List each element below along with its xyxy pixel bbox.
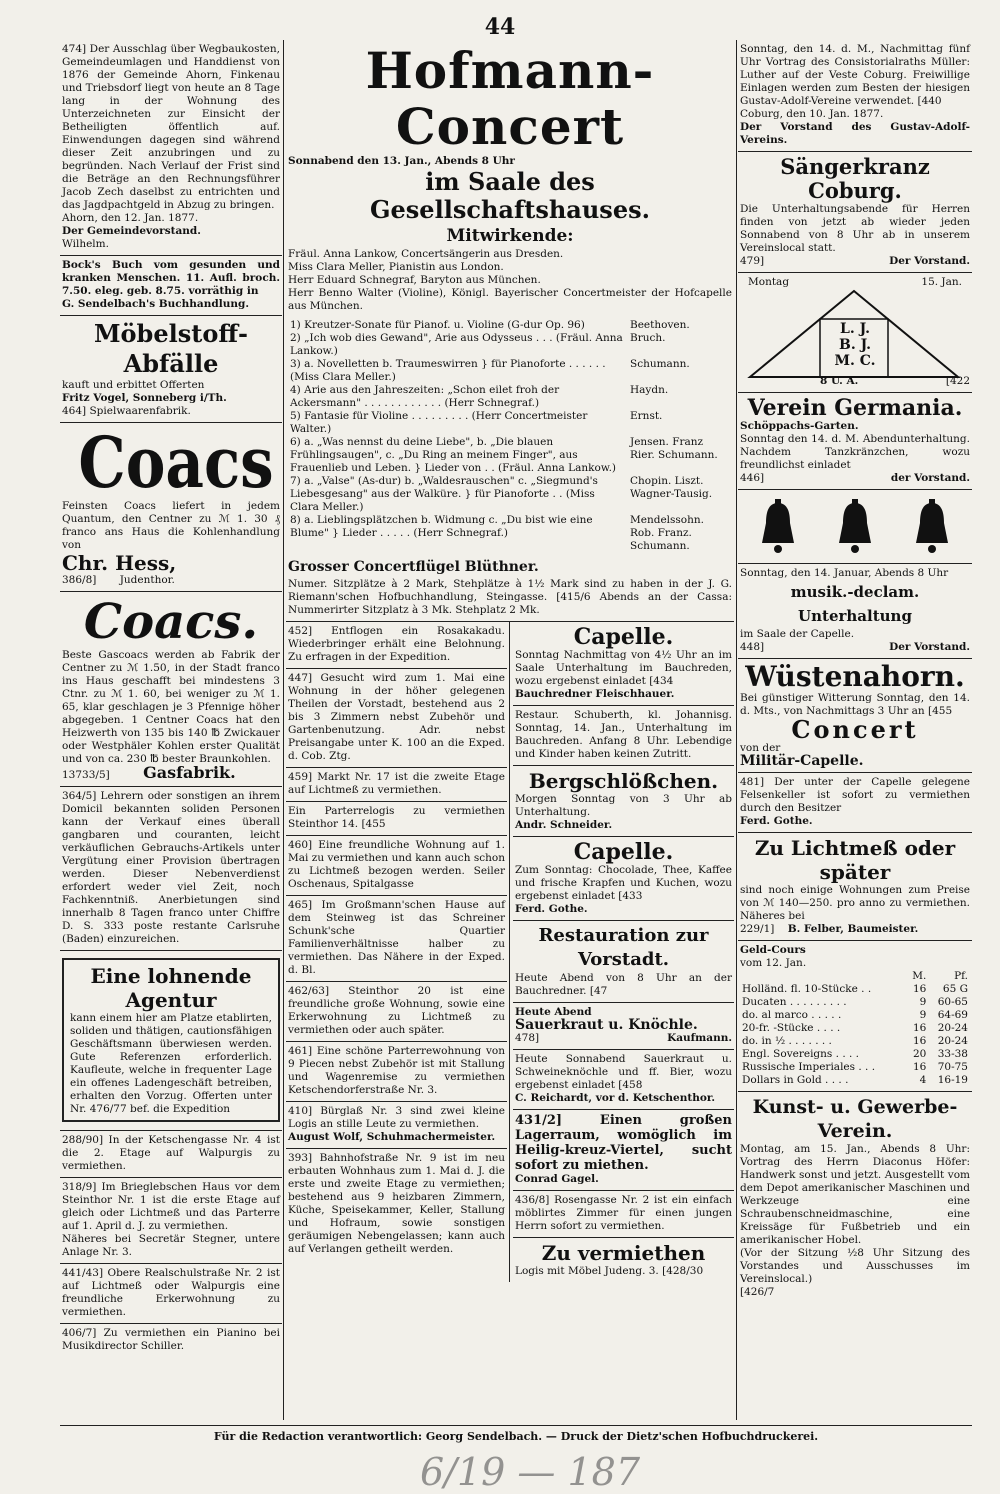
page-number: 44 <box>484 14 516 40</box>
concert-date: Sonnabend den 13. Jan., Abends 8 Uhr <box>288 155 515 167</box>
ad-briegleb <box>60 1178 282 1264</box>
concert-place: im Saale des Gesellschaftshauses. <box>370 167 650 224</box>
ad-title: Möbelstoff-Abfälle <box>93 319 248 378</box>
ad-agentur <box>60 951 282 1131</box>
performer: Fräul. Anna Lankow, Concertsängerin aus Dresden. <box>288 248 564 260</box>
ad-lagerraum: 431/2] Einen großen Lagerraum, womöglich im Heilig-kreuz-Viertel, sucht sofort zu miethen. Conrad Gagel. <box>513 1110 734 1191</box>
ad-signature: Der Gemeindevorstand. <box>62 225 201 237</box>
concert-title: Hofmann-Concert <box>365 41 655 156</box>
ad-title: Eine lohnende Agentur <box>90 964 252 1012</box>
program-item: 6) a. „Was nennst du deine Liebe", b. „Die blauen Frühlingsaugen", c. „Du Ring an meinem Finger", aus Frauenlieb und Leben. } Lieder von . . (Fräul. Anna Lankow.) Jensen. Franz Rier. Schumann. <box>290 436 718 474</box>
bell-icon <box>833 499 877 553</box>
ad-lodge-notice: Montag 15. Jan. L. J. B. J. M. C. 8 U. A. [422 <box>738 273 972 393</box>
ad-moebliertes-zimmer: 436/8] Rosengasse Nr. 2 ist ein einfach möblirtes Zimmer für einen jungen Herrn sofort zu vermiethen. <box>513 1191 734 1238</box>
ad-parterrewohnung: 461] Eine schöne Parterrewohnung von 9 Piecen nebst Zubehör ist mit Stallung und Wagenremise zu vermiethen Ketschendorferstraße Nr. 3. <box>286 1042 507 1102</box>
ad-nebenverdienst <box>60 787 282 951</box>
column-divider <box>283 40 284 1420</box>
performers-list <box>288 248 732 313</box>
ad-wegbaukosten <box>60 40 282 256</box>
ad-signature: Gasfabrik. <box>143 763 236 782</box>
performer: Miss Clara Meller, Pianistin aus London. <box>288 261 504 273</box>
fluegel-note: Grosser Concertflügel Blüthner. <box>288 559 539 575</box>
ad-title: Coacs. <box>83 594 259 650</box>
table-row: do. al marco . . . . . 9 64-69 <box>742 1009 968 1021</box>
ad-parterrelogis: Ein Parterrelogis zu vermiethen Steinthor 14. [455 <box>286 802 507 836</box>
ad-capelle-2: Capelle. Zum Sonntag: Chocolade, Thee, Kaffee und frische Krapfen und Kuchen, wozu ergebenst einladet [433 Ferd. Gothe. <box>513 837 734 921</box>
ad-grossmann: 465] Im Großmann'schen Hause auf dem Steinweg ist das Schreiner Schunk'sche Quartier Familienverhältnisse halber zu vermiethen. Das Nähere in der Exped. d. Bl. <box>286 896 507 982</box>
ad-bahnhofstrasse: 393] Bahnhofstraße Nr. 9 ist im neu erbauten Wohnhaus zum 1. Mai d. J. die erste und zweite Etage zu vermiethen; bestehend aus 9 heizbaren Zimmern, Küche, Speisekammer, Keller, Stallung und Hofraum, sowie sonstigen geräumigen Nebengelassen; kann auch auf Verlangen getheilt werden. <box>288 1152 505 1255</box>
ad-schuberth: Restaur. Schuberth, kl. Johannisg. Sonntag, 14. Jan., Unterhaltung im Bauchreden. Anfang 8 Uhr. Lebendige und Kinder haben keinen Zutritt. <box>513 706 734 766</box>
ad-musik-declam: Sonntag, den 14. Januar, Abends 8 Uhr musik.-declam. Unterhaltung im Saale der Capelle. 448] Der Vorstand. <box>738 564 972 659</box>
rates-table <box>740 970 970 1087</box>
ad-wuestenahorn: Wüstenahorn. Bei günstiger Witterung Sonntag, den 14. d. Mts., von Nachmittags 3 Uhr an [455 Concert von der Militär-Capelle. <box>738 659 972 773</box>
ad-capelle-1: Capelle. Sonntag Nachmittag von 4½ Uhr an im Saale Unterhaltung im Bauchreden, wozu ergebenst einladet [434 Bauchredner Fleischhauer. <box>513 622 734 706</box>
ad-markt-17: 459] Markt Nr. 17 ist die zweite Etage auf Lichtmeß zu vermiethen. <box>286 768 507 802</box>
table-row: Russische Imperiales . . . 16 70-75 <box>742 1061 968 1073</box>
ad-title: Coacs <box>78 421 274 504</box>
ad-germania: Verein Germania. Schöppachs-Garten. Sonntag den 14. d. M. Abendunterhaltung. Nachdem Tanzkränzchen, wozu freundlichst einladet 446] der Vorstand. <box>738 393 972 490</box>
ad-lichtmess: Zu Lichtmeß oder später sind noch einige Wohnungen zum Preise von ℳ 140—250. pro anno zu vermiethen. Näheres bei 229/1] B. Felber, Baumeister. <box>738 833 972 941</box>
right-column <box>738 40 972 1303</box>
ad-number: 464] <box>62 405 87 417</box>
ad-zu-vermiethen: Zu vermiethen Logis mit Möbel Judeng. 3. [428/30 <box>515 1241 706 1277</box>
ad-gesucht-wohnung: 447] Gesucht wird zum 1. Mai eine Wohnung in der höher gelegenen Theilen der Vorstadt, bestehend aus 2 bis 3 Zimmern nebst Zubehör und Gartenbenutzung. Adr. nebst Preisangabe unter K. 100 an die Exped. d. Cob. Ztg. <box>286 669 507 768</box>
bell-icon <box>756 499 800 553</box>
program-item: 4) Arie aus den Jahreszeiten: „Schon eilet froh der Ackersmann" . . . . . . . . . . . . (Herr Schnegraf.) Haydn. <box>290 384 669 409</box>
ad-sauerkraut-kaufmann: Heute Abend Sauerkraut u. Knöchle. 478] Kaufmann. <box>513 1003 734 1050</box>
program-item: 5) Fantasie für Violine . . . . . . . . . (Herr Concertmeister Walter.) Ernst. <box>290 410 663 435</box>
ad-gustav-adolf: Sonntag, den 14. d. M., Nachmittag fünf Uhr Vortrag des Consistorialraths Müller: Luther auf der Veste Coburg. Freiwillige Einlagen werden zum Besten der hiesigen Gustav-Adolf-Vereine verwendet. [440 Coburg, den 10. Jan. 1877. Der Vorstand des Gustav-Adolf-Vereins. <box>738 40 972 152</box>
handwritten-note: 6/19 — 187 <box>420 1450 641 1494</box>
ad-kakadu: 452] Entflogen ein Rosakakadu. Wiederbringer erhält eine Belohnung. Zu erfragen in der Expedition. <box>286 622 507 669</box>
ad-buerglass: 410] Bürglaß Nr. 3 sind zwei kleine Logis an stille Leute zu vermiethen. August Wolf, Schuhmachermeister. <box>286 1102 507 1149</box>
ad-shop: G. Sendelbach's Buchhandlung. <box>62 298 249 310</box>
table-row: 20-fr. -Stücke . . . . 16 20-24 <box>742 1022 968 1034</box>
ad-text: 318/9] Im Brieglebschen Haus vor dem Steinthor Nr. 1 ist die erste Etage auf gleich oder Lichtmeß und das Parterre auf 1. April d. J. zu vermiethen. <box>62 1181 280 1232</box>
program-item: 8) a. Lieblingsplätzchen b. Widmung c. „Du bist wie eine Blume" } Lieder . . . . . (Herr Schnegraf.) Mendelssohn. Rob. Franz. Schumann. <box>290 514 704 552</box>
program-item: 2) „Ich wob dies Gewand", Arie aus Odysseus . . . (Fräul. Anna Lankow.) Bruch. <box>290 332 666 357</box>
ad-street: Judenthor. <box>119 574 175 586</box>
ad-sub: Spielwaarenfabrik. <box>89 405 191 417</box>
footer-imprint: Für die Redaction verantwortlich: Georg Sendelbach. — Druck der Dietz'schen Hofbuchdruckerei. <box>60 1425 972 1443</box>
ad-text: 406/7] Zu vermiethen ein Pianino bei Musikdirector Schiller. <box>62 1327 280 1352</box>
program-item: 7) a. „Valse" (As-dur) b. „Waldesrauschen" c. „Siegmund's Liebesgesang" aus der Walküre. } für Pianoforte . . (Miss Clara Meller.) Chopin. Liszt. Wagner-Tausig. <box>290 475 713 513</box>
ad-text: Feinsten Coacs liefert in jedem Quantum, den Centner zu ℳ 1. 30 ₰ franco ans Haus die Kohlenhandlung von <box>62 500 280 551</box>
ad-name: Fritz Vogel, Sonneberg i/Th. <box>62 392 227 404</box>
ad-felsenkeller: 481] Der unter der Capelle gelegene Felsenkeller ist sofort zu vermiethen durch den Besitzer Ferd. Gothe. <box>738 773 972 833</box>
column-divider <box>736 40 737 1420</box>
ad-name: Wilhelm. <box>62 238 109 250</box>
ad-saengerkranz: Sängerkranz Coburg. Die Unterhaltungsabende für Herren finden von jetzt ab wieder jeden Sonnabend von 8 Uhr ab in unserem Vereinslocal statt. 479] Der Vorstand. <box>738 152 972 273</box>
program-item: 1) Kreutzer-Sonate für Pianof. u. Violine (G-dur Op. 96) Beethoven. <box>290 319 690 331</box>
program-item: 3) a. Novelletten b. Traumeswirren } für Pianoforte . . . . . . (Miss Clara Meller.) Schumann. <box>290 358 690 383</box>
ad-number: 13733/5] <box>62 769 110 781</box>
ad-text: 288/90] In der Ketschengasse Nr. 4 ist die 2. Etage auf Walpurgis zu vermiethen. <box>62 1134 280 1172</box>
ad-text: Beste Gascoacs werden ab Fabrik der Centner zu ℳ 1.50, in der Stadt franco ins Haus geschafft bei mindestens 3 Ctnr. zu ℳ 1. 60, bei weniger zu ℳ 1. 65, klar geschlagen je 3 Pfennige höher abgegeben. 1 Centner Coacs hat den Heizwerth von 135 bis 140 ℔ Zwickauer oder Westphäler Kohlen erster Qualität und von ca. 230 ℔ bester Braunkohlen. <box>62 649 280 765</box>
ad-geld-cours: Geld-Cours vom 12. Jan. M. Pf. Holländ. fl. 10-Stücke . . 16 65 G Ducaten . . . . . . . . . 9 60-65 do. al marco . . . . . 9 64-69 20-fr. -Stücke . . . . 16 20-24 do. in ½ . . . . . . . 16 20-24 Engl. Sovereigns . . . . 20 33-38 Russische Imperiales . . . 16 70-75 Dollars in Gold . . . . 4 16-19 <box>738 941 972 1092</box>
ad-text: kann einem hier am Platze etablirten, soliden und thätigen, cautionsfähigen Geschäftsmann überwiesen werden. Gute Referenzen erforderlich. Kaufleute, welche in frequenter Lage ein offenes Ladengeschäft betreiben, erhalten den Vorzug. Offerten unter Nr. 476/77 bef. die Expedition <box>70 1012 272 1115</box>
table-row: Holländ. fl. 10-Stücke . . 16 65 G <box>742 983 968 995</box>
performer: Herr Benno Walter (Violine), Königl. Bayerischer Concertmeister der Hofcapelle aus München. <box>288 287 732 312</box>
ad-sub: Näheres bei Secretär Stegner, untere Anlage Nr. 3. <box>62 1233 280 1258</box>
ad-coacs-hess <box>60 423 282 592</box>
ad-name: Chr. Hess, <box>62 551 177 575</box>
ad-pianino <box>60 1324 282 1357</box>
ad-date: Ahorn, den 12. Jan. 1877. <box>62 212 199 224</box>
ad-ketschengasse <box>60 1131 282 1178</box>
ad-text: kauft und erbittet Offerten <box>62 379 205 391</box>
table-header: M. Pf. <box>912 970 968 982</box>
ad-bergschloesschen: Bergschlößchen. Morgen Sonntag von 3 Uhr ab Unterhaltung. Andr. Schneider. <box>513 766 734 837</box>
program-table <box>288 319 732 553</box>
middle-column <box>286 40 734 1282</box>
ad-coacs-gasfabrik <box>60 592 282 787</box>
ad-bells <box>738 490 972 564</box>
ad-realschulstrasse <box>60 1264 282 1324</box>
middle-left-subcolumn <box>286 622 510 1282</box>
table-row: Engl. Sovereigns . . . . 20 33-38 <box>742 1048 968 1060</box>
performers-heading: Mitwirkende: <box>446 226 574 246</box>
middle-right-subcolumn <box>510 622 734 1282</box>
ad-number: 386/8] <box>62 574 97 586</box>
ad-text: Bock's Buch vom gesunden und kranken Menschen. 11. Aufl. broch. 7.50. eleg. geb. 8.75. vorräthig in <box>62 259 280 297</box>
ad-text: 474] Der Ausschlag über Wegbaukosten, Gemeindeumlagen und Handdienst von 1876 der Gemeinde Ahorn, Finkenau und Triebsdorf liegt von heute an 8 Tage lang in der Wohnung des Unterzeichneten zur Einsicht der Betheiligten öffentlich auf. Einwendungen dagegen sind während dieser Zeit anzubringen und zu begründen. Nach Verlauf der Frist sind die Beträge an den Rechnungsführer Jacob Zech daselbst zu entrichten und das Jagdpachtgeld in Abzug zu bringen. <box>62 43 280 211</box>
ad-moebelstoff <box>60 316 282 423</box>
ad-restauration-vorstadt: Restauration zur Vorstadt. Heute Abend von 8 Uhr an der Bauchredner. [47 <box>513 921 734 1003</box>
ad-reichardt: Heute Sonnabend Sauerkraut u. Schweineknöchle und ff. Bier, wozu ergebenst einladet [458 C. Reichardt, vor d. Ketschenthor. <box>513 1050 734 1110</box>
table-row: Ducaten . . . . . . . . . 9 60-65 <box>742 996 968 1008</box>
ad-wohnung-mai: 460] Eine freundliche Wohnung auf 1. Mai zu vermiethen und kann auch schon zu Lichtmeß bezogen werden. Seiler Oschenaus, Spitalgasse <box>286 836 507 896</box>
bell-icon <box>910 499 954 553</box>
ad-text: 364/5] Lehrern oder sonstigen an ihrem Domicil bekannten soliden Personen kann der Verkauf eines überall gangbaren und couranten, leicht verkäuflichen Gebrauchs-Artikels unter Vergütung einer Provision übertragen werden. Dieser Nebenverdienst erfordert weder viel Zeit, noch Fachkenntniß. Anerbietungen sind innerhalb 8 Tagen franco unter Chiffre D. S. 333 poste restante Carlsruhe (Baden) einzureichen. <box>62 790 280 945</box>
ad-bock-buch <box>60 256 282 316</box>
ad-hofmann-concert <box>286 40 734 622</box>
performer: Herr Eduard Schnegraf, Baryton aus München. <box>288 274 541 286</box>
table-row: do. in ½ . . . . . . . 16 20-24 <box>742 1035 968 1047</box>
table-row: Dollars in Gold . . . . 4 16-19 <box>742 1074 968 1086</box>
ad-text: 441/43] Obere Realschulstraße Nr. 2 ist auf Lichtmeß oder Walpurgis eine freundliche Erkerwohnung zu vermiethen. <box>62 1267 280 1318</box>
ad-kunst-gewerbe: Kunst- u. Gewerbe-Verein. Montag, am 15. Jan., Abends 8 Uhr: Vortrag des Herrn Diaconus Höfer: Handwerk sonst und jetzt. Ausgestellt vom dem Depot amerikanischer Maschinen und Werkzeuge eine Schraubenschneidmaschine, eine Kreissäge für Fußbetrieb und ein amerikanischer Hobel. (Vor der Sitzung ½8 Uhr Sitzung des Vorstandes und Ausschusses im Vereinslocal.) [426/7 <box>740 1096 970 1298</box>
ticket-prices: Numer. Sitzplätze à 2 Mark, Stehplätze à 1½ Mark sind zu haben in der J. G. Riemann'schen Hofbuchhandlung, Steingasse. [415/6 Abends an der Cassa: Nummerirter Sitzplatz à 3 Mk. Stehplatz 2 Mk. <box>288 578 732 616</box>
ad-steinthor-20: 462/63] Steinthor 20 ist eine freundliche große Wohnung, sowie eine Erkerwohnung zu Lichtmeß zu vermiethen oder auch später. <box>286 982 507 1042</box>
left-column <box>60 40 282 1357</box>
